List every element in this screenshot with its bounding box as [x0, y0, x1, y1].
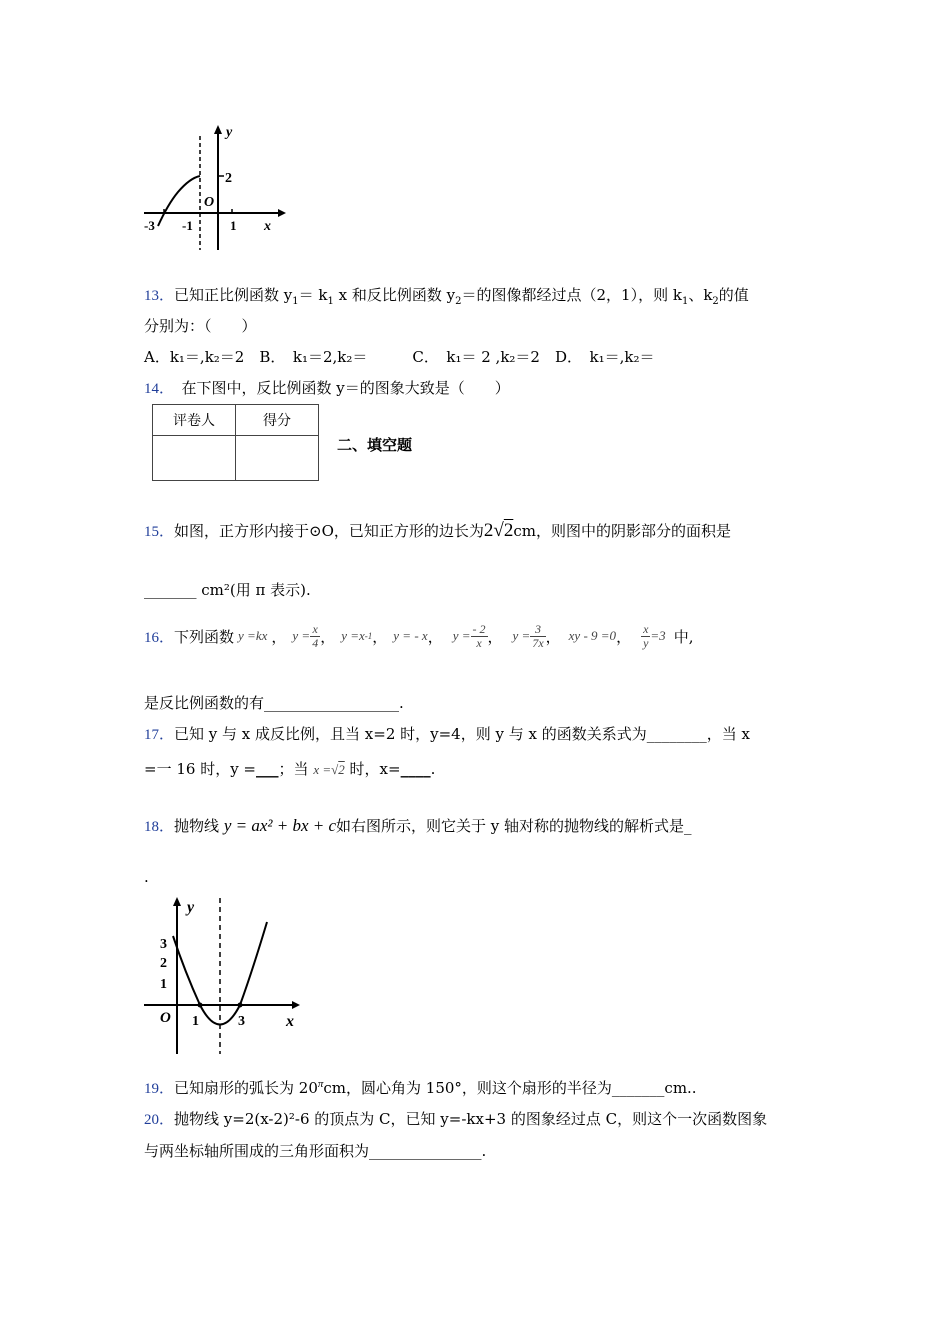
q19-number: 19． — [144, 1081, 175, 1097]
graph2-tick-3x: 3 — [238, 1014, 245, 1029]
q18-expr: y = ax² + bx + c — [223, 816, 337, 835]
q17-line2: =一 16 时，y =___；当 x =√2 时，x=____. — [144, 760, 436, 778]
q16-f1: y =kx — [238, 628, 268, 643]
graph2-tick-3y: 3 — [160, 937, 167, 952]
graph-1 — [140, 122, 290, 252]
graph1-x-label: x — [264, 219, 271, 234]
q20-line2: 与两坐标轴所围成的三角形面积为_______________. — [144, 1142, 487, 1160]
graph2-tick-1x: 1 — [192, 1014, 199, 1029]
graph2-origin: O — [160, 1010, 171, 1026]
q16-line1: 16． 下列函数 y =kx ， y = $\frac{x}{4}$ ， y =x -1 ， y = - x ， y = $\frac{- 2}{x}$ ， y = $\frac{3}{7x}$ ， xy - 9 =0 ， $\frac{x}{y}$ =3 中, — [144, 621, 694, 650]
q18-line1: 18．抛物线 y = ax² + bx + c如右图所示，则它关于 y 轴对称的抛物线的解析式是_ — [144, 816, 692, 835]
graph1-tick-2: 2 — [225, 171, 232, 186]
q15-number: 15． — [144, 524, 175, 540]
q15-line2: _______ cm²(用 π 表示). — [144, 581, 311, 599]
score-table-header-score: 得分 — [236, 405, 319, 436]
q13-options: A．k₁＝,k₂＝2 B． k₁＝2,k₂＝ C． k₁＝ 2 ,k₂＝2 D． k₁＝,k₂＝ — [144, 348, 655, 366]
q13-line1: 13．已知正比例函数 $y_1= k_1$ x 和反比例函数 $y_2=$的图像都经过点（2，1），则 $k_1$、$k_2$的值 — [144, 286, 749, 307]
q13-number: 13． — [144, 288, 175, 304]
q20-number: 20． — [144, 1112, 175, 1128]
q14-number: 14． — [144, 381, 167, 397]
graph1-y-label: y — [226, 125, 233, 140]
score-table-cell-grader — [153, 436, 236, 481]
graph-2 — [140, 892, 310, 1056]
q18-number: 18． — [144, 819, 175, 835]
q14-line: 14． 在下图中，反比例函数 y＝的图象大致是（ ） — [144, 379, 510, 397]
q18-line2: . — [144, 868, 149, 886]
section-heading: 二、填空题 — [337, 436, 413, 454]
graph2-tick-2y: 2 — [160, 956, 167, 971]
score-table — [152, 404, 319, 481]
q17-line1: 17．已知 y 与 x 成反比例，且当 x=2 时，y=4，则 y 与 x 的函数关系式为________，当 x — [144, 725, 750, 743]
graph1-tick-1: 1 — [230, 218, 237, 233]
q15-line1: 15．如图，正方形内接于⊙O，已知正方形的边长为2√2cm，则图中的阴影部分的面积是 — [144, 520, 731, 541]
q16-f5-frac: $\frac{- 2}{x}$ — [472, 621, 486, 650]
graph2-tick-1y: 1 — [160, 977, 167, 992]
graph2-x-label: x — [286, 1013, 294, 1030]
q16-f8-frac: $\frac{x}{y}$ — [643, 621, 649, 650]
q20-line1: 20．抛物线 y=2(x-2)²-6 的顶点为 C，已知 y=-kx+3 的图象经过点 C，则这个一次函数图象 — [144, 1110, 768, 1128]
q19-line: 19．已知扇形的弧长为 $20^\pi cm$，圆心角为 150°，则这个扇形的半径为_______cm.. — [144, 1078, 697, 1097]
graph1-tick-neg3: -3 — [144, 218, 155, 233]
score-table-header-grader: 评卷人 — [153, 405, 236, 436]
score-table-cell-score — [236, 436, 319, 481]
q16-line2: 是反比例函数的有__________________. — [144, 694, 404, 712]
q16-number: 16． — [144, 629, 175, 646]
graph2-y-label: y — [187, 899, 195, 916]
graph1-tick-neg1: -1 — [182, 218, 193, 233]
q16-f6-frac: $\frac{3}{7x}$ — [532, 621, 544, 650]
graph1-origin: O — [204, 195, 215, 210]
q13-line2: 分别为：（ ） — [144, 317, 257, 335]
q17-number: 17． — [144, 727, 175, 743]
q16-f2-frac: $\frac{x}{4}$ — [312, 621, 319, 650]
